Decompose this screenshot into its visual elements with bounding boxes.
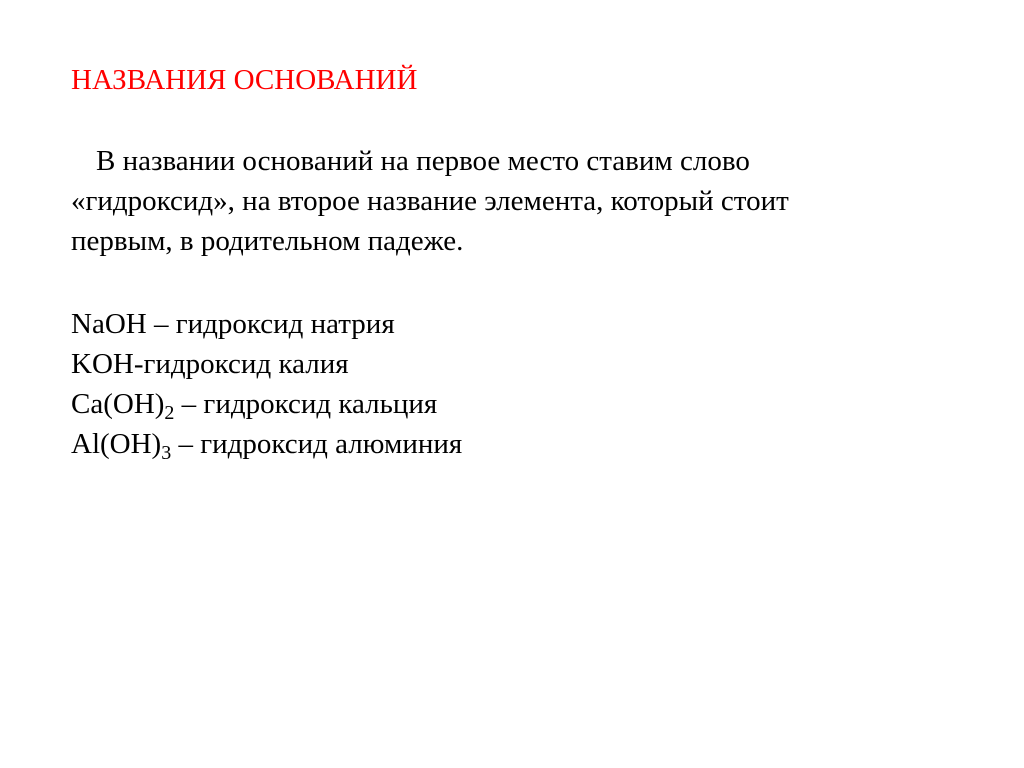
formula-subscript: 2 [164,402,175,424]
separator: - [133,348,144,380]
compound-name: гидроксид натрия [175,308,395,340]
compound-name: гидроксид калия [143,348,349,380]
example-caoh2 [71,384,462,424]
intro-line: В названии оснований на первое место ставим слово [96,145,750,177]
formula: Al(OH) [71,428,162,460]
formula: NaOH [71,308,147,340]
formula: Ca(OH) [71,388,165,420]
slide-title: НАЗВАНИЯ ОСНОВАНИЙ [71,64,418,96]
separator: – [146,308,176,340]
intro-line: первым, в родительном падеже. [71,225,464,257]
intro-line: «гидроксид», на второе название элемента, который стоит [71,185,789,217]
formula: KOH [71,348,134,380]
formula-subscript: 3 [161,442,172,464]
compound-name: гидроксид кальция [203,388,438,420]
example-koh [71,344,462,384]
example-aloh3 [71,424,462,464]
compound-name: гидроксид алюминия [200,428,463,460]
intro-paragraph [71,141,951,261]
example-naoh [71,304,462,344]
separator: – [171,428,201,460]
separator: – [174,388,204,420]
examples-list [71,304,462,464]
